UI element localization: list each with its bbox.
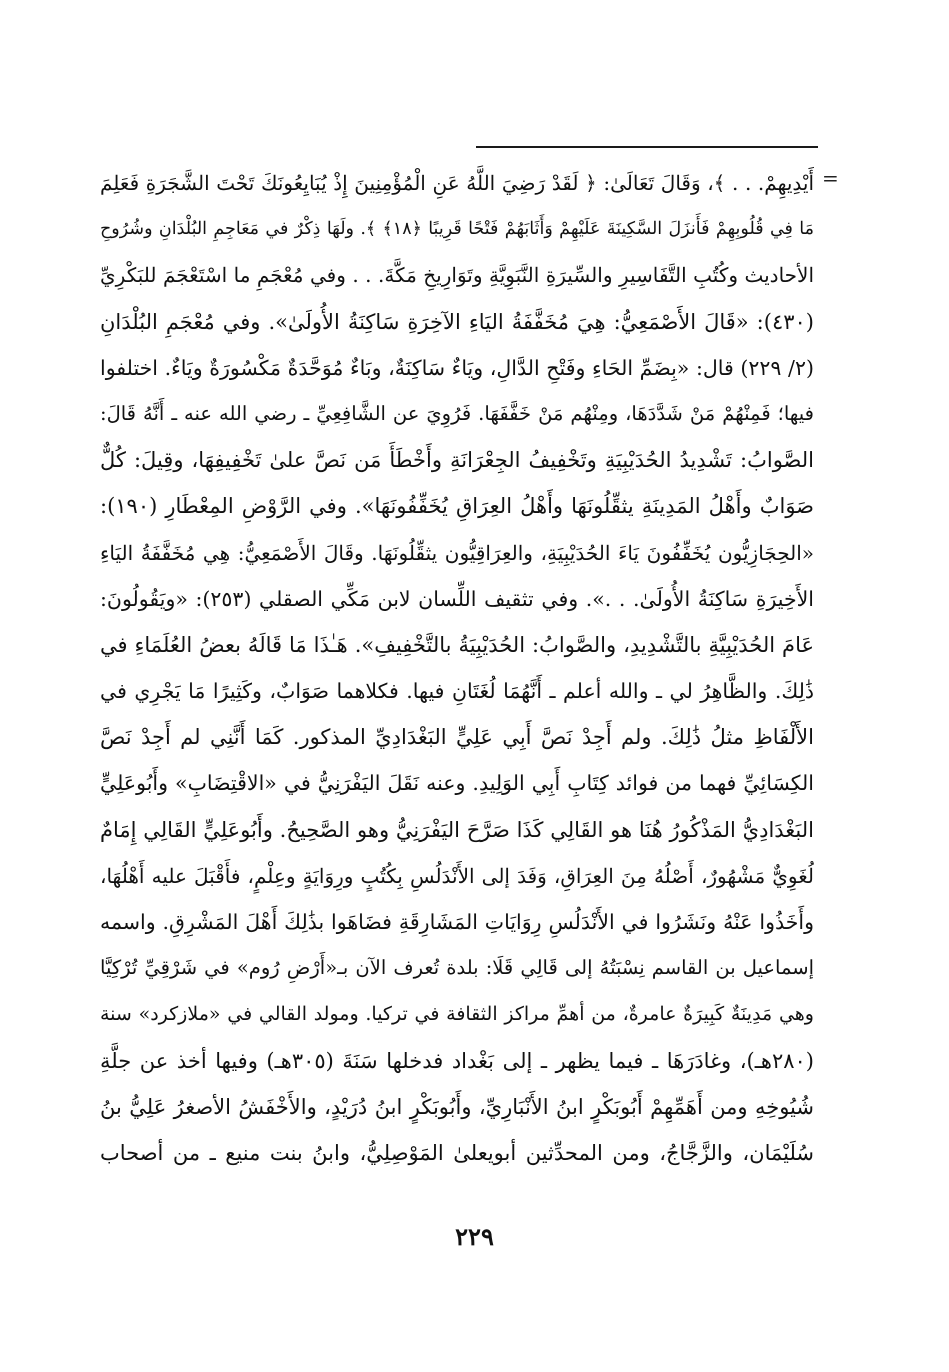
footnote-line: الأحاديث وكُتُبِ التَّفَاسِيرِ والسِّيرَةِ النَّبَوِيَّةِ وتَوَارِيخِ مَكَّةَ. . . وفي مُعْجَمِ ما اسْتَعْجَمَ للبَكْرِيِّ bbox=[100, 263, 814, 288]
footnote-separator-rule bbox=[476, 146, 818, 148]
page-number: ٢٢٩ bbox=[455, 1222, 494, 1251]
footnote-line: شُيُوخِهِ ومن أَهَمِّهِمْ أَبُوبَكْرٍ ابنُ الأَنْبَارِيِّ، وأَبُوبَكْرٍ ابنُ دُرَيْدٍ، والأَخْفَشُ الأصغرُ عَلِيُّ بنُ bbox=[100, 1094, 814, 1119]
footnote-line: الكِسَائِيِّ فهما من فوائد كِتَابِ أَبِي الوَلِيدِ. وعنه نَقَلَ اليَفْرَنِيُّ في «الاقْتِضَابِ» وأَبُوعَلِيٍّ bbox=[100, 771, 814, 796]
footnote-line: فيها؛ فَمِنْهُمْ مَنْ شَدَّدَهَا، ومِنْهُم مَنْ خَفَّفَهَا. فَرُوِيَ عن الشَّافِعِيِّ ـ رضي الله عنه ـ أَنَّهُ قَالَ: bbox=[100, 401, 814, 425]
footnote-line: الأَلْفَاظِ مثلُ ذَٰلِكَ. ولم أَجِدْ نَصَّ أَبِي عَلِيٍّ البَغْدَادِيِّ المذكور. كَمَا أَنَّنِي لم أَجِدْ نَصَّ bbox=[100, 725, 814, 750]
footnote-line: عَامَ الحُدَيْبِيَّةِ بالتَّشْدِيدِ، والصَّوابُ: الحُدَيْبِيَةُ بالتَّخْفِيفِ». هَـٰذَا مَا قَالَهُ بعضُ العُلَمَاءِ في bbox=[100, 632, 814, 657]
footnote-line: سُلَيْمَان، والزَّجَّاجُ، ومن المحدِّثين أبويعلىٰ المَوْصِلِيُّ، وابنُ بنت منيع ـ من أصحاب bbox=[100, 1140, 814, 1165]
footnote-line: (٢/ ٢٢٩) قال: «بِضَمِّ الحَاءِ وفَتْحِ الدَّالِ، ويَاءٌ سَاكِنَةٌ، وبَاءٌ مُوَحَّدَةٌ مَكْسُورَةٌ ويَاءٌ. اختلفوا bbox=[100, 355, 814, 380]
continuation-mark: = bbox=[822, 166, 839, 190]
footnote-line: إسماعيل بن القاسم نِسْبَتُهُ إلى قَالِي قَلَا: بلدة تُعرف الآن بـ«أَرْضِ رُوم» في شَرْقِيِّ تُرْكِيَّا bbox=[100, 956, 814, 980]
footnote-line: «الحِجَازِيُّون يُخَفِّفُونَ يَاءَ الحُدَيْبِيَةِ، والعِرَاقِيُّون يثقِّلُونَهَا. وقَالَ الأَصْمَعِيُّ: هِي مُخَفَّفَةُ اليَاءِ bbox=[100, 540, 814, 565]
footnote-line: ذَٰلِكَ. والظَّاهِرُ لي ـ والله أعلم ـ أَنَّهُمَا لُغَتَانِ فيها. فكلاهما صَوَابٌ، وكَثِيرًا مَا يَجْرِي في bbox=[100, 679, 814, 704]
footnote-line: صَوَابٌ وأَهْلُ المَدِينَةِ يثقِّلُونَهَا وأَهْلُ العِرَاقِ يُخَفِّفُونَهَا». وفي الرَّوْضِ المِعْطَارِ (١٩٠): bbox=[100, 494, 814, 519]
footnote-line: البَغْدَادِيُّ المَذْكُورُ هُنَا هو القَالِي كَذَا صَرَّحَ اليَفْرَنِيُّ وهو الصَّحِيحُ. وأَبُوعَلِيٍّ القَالِي إِمَامٌ bbox=[100, 817, 814, 842]
footnote-line: الصَّوابُ: تَشْدِيدُ الحُدَيْبِيَةِ وتَخْفِيفُ الجِعْرَانَةِ وأَخْطَأَ مَن نَصَّ علىٰ تَخْفِيفِهَا، وقِيلَ: كُلٌّ bbox=[100, 448, 814, 473]
footnote-line: أَيْدِيهِمْ. . . ﴾، وَقَالَ تَعَالَىٰ: ﴿ لَقَدْ رَضِيَ اللَّهُ عَنِ الْمُؤْمِنِينَ إِذْ يُبَايِعُونَكَ تَحْتَ الشَّجَرَةِ فَعَلِمَ bbox=[100, 171, 814, 195]
footnote-line: وهي مَدِينَةٌ كَبِيرَةٌ عامرةٌ، من أهمِّ مراكز الثقافة في تركيا. ومولد القالي في «ملازكرد» سنة bbox=[100, 1003, 814, 1026]
footnote-line: لُغَوِيٌّ مَشْهُورٌ، أَصْلُهُ مِنَ العِرَاقِ، وَفَدَ إلى الأَنْدَلُسِ بِكُتُبٍ ورِوَايَةٍ وعِلْمٍ، فأَقْبَلَ عليه أَهْلُهَا، bbox=[100, 863, 814, 888]
footnote-text-block bbox=[100, 160, 814, 1176]
footnote-line: (٤٣٠): «قَالَ الأَصْمَعِيُّ: هِيَ مُخَفَّفَةُ اليَاءِ الآخِرَةِ سَاكِنَةُ الأُولَىٰ». وفي مُعْجَمِ البُلْدَانِ bbox=[100, 309, 814, 334]
footnote-line: الأَخِيرَةِ سَاكِنَةُ الأُولَىٰ. . .». وفي تثقيف اللِّسان لابن مَكِّي الصقلي (٢٥٣): «ويَقُولُونَ: bbox=[100, 586, 814, 611]
footnote-line: وأَخَذُوا عَنْهُ ونَشَرُوا في الأَنْدَلُسِ رِوَايَاتِ المَشَارِقَةِ فضَاهَوا بذَٰلِكَ أَهْلَ المَشْرِقِ. واسمه bbox=[100, 910, 814, 934]
footnote-line: مَا فِي قُلُوبِهِمْ فَأَنزَلَ السَّكِينَةَ عَلَيْهِمْ وَأَثَابَهُمْ فَتْحًا قَرِيبًا ﴿١٨﴾ ﴾. ولَهَا ذِكْرٌ في مَعَاجِمِ البُلْدَانِ وشُرُوحِ bbox=[100, 219, 814, 240]
footnote-line: (٢٨٠هـ)، وغادَرَهَا ـ فيما يظهر ـ إلى بَغْداد فدخلها سَنَةَ (٣٠٥هـ) وفيها أخذ عن جلَّةِ bbox=[100, 1048, 814, 1073]
